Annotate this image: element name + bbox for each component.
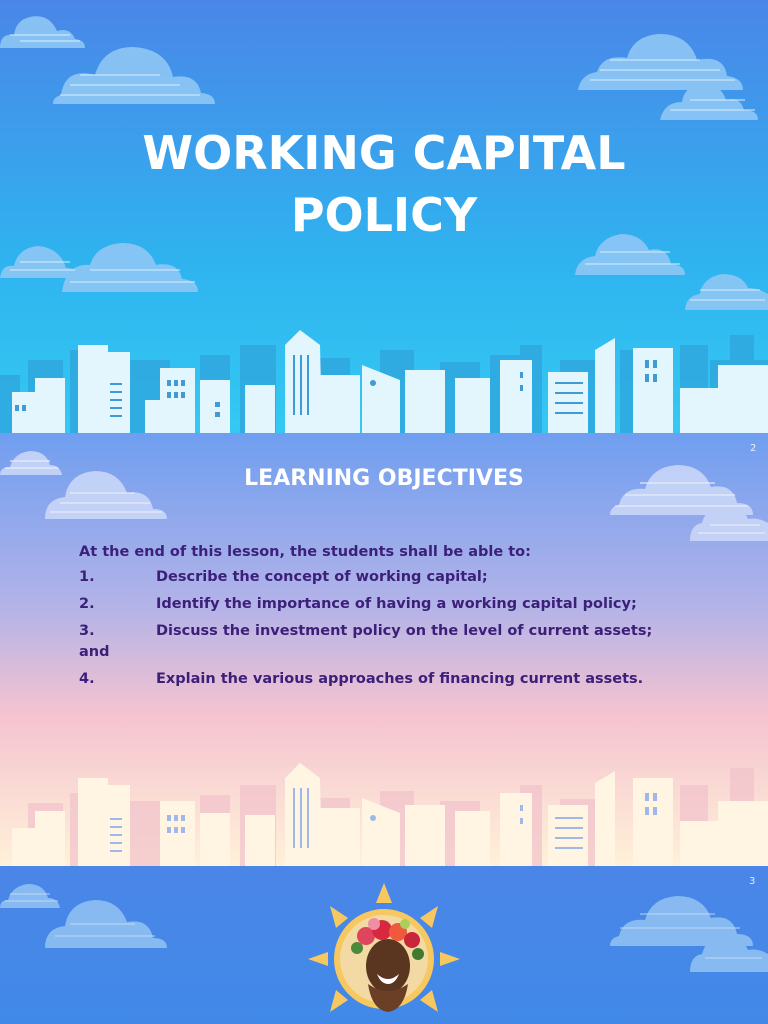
cloud-icon xyxy=(0,16,85,48)
objective-item xyxy=(79,567,679,588)
objective-number: 4. xyxy=(79,671,95,687)
slide3-page-number: 3 xyxy=(749,876,756,887)
objective-item xyxy=(79,669,679,690)
title-line-1: WORKING CAPITAL xyxy=(142,126,626,180)
objective-number: 3. xyxy=(79,623,95,639)
objective-text: Describe the concept of working capital; xyxy=(156,569,488,585)
objective-text: Explain the various approaches of financing current assets. xyxy=(156,671,644,687)
objectives-intro: At the end of this lesson, the students shall be able to: xyxy=(79,544,531,560)
cloud-icon xyxy=(62,243,198,292)
slide-three xyxy=(0,866,768,1024)
objective-number: 2. xyxy=(79,596,95,612)
cloud-icon xyxy=(685,274,768,310)
slide-title xyxy=(0,0,768,433)
title-line-2: POLICY xyxy=(290,188,478,242)
sun-frame-portrait-icon xyxy=(308,883,460,1012)
cloud-icon xyxy=(578,34,743,90)
presentation-title xyxy=(0,122,768,246)
objective-number: 1. xyxy=(79,569,95,585)
objective-text: Discuss the investment policy on the level of current assets; and xyxy=(79,623,653,660)
objective-text: Identify the importance of having a working capital policy; xyxy=(156,596,637,612)
slide2-page-number: 2 xyxy=(750,443,757,454)
objective-item xyxy=(79,594,679,615)
objective-item xyxy=(79,621,679,663)
learning-objectives-heading: LEARNING OBJECTIVES xyxy=(244,466,524,491)
objectives-list xyxy=(79,541,679,696)
slide3-clouds-illustration xyxy=(0,866,768,1024)
cloud-icon xyxy=(0,884,60,908)
